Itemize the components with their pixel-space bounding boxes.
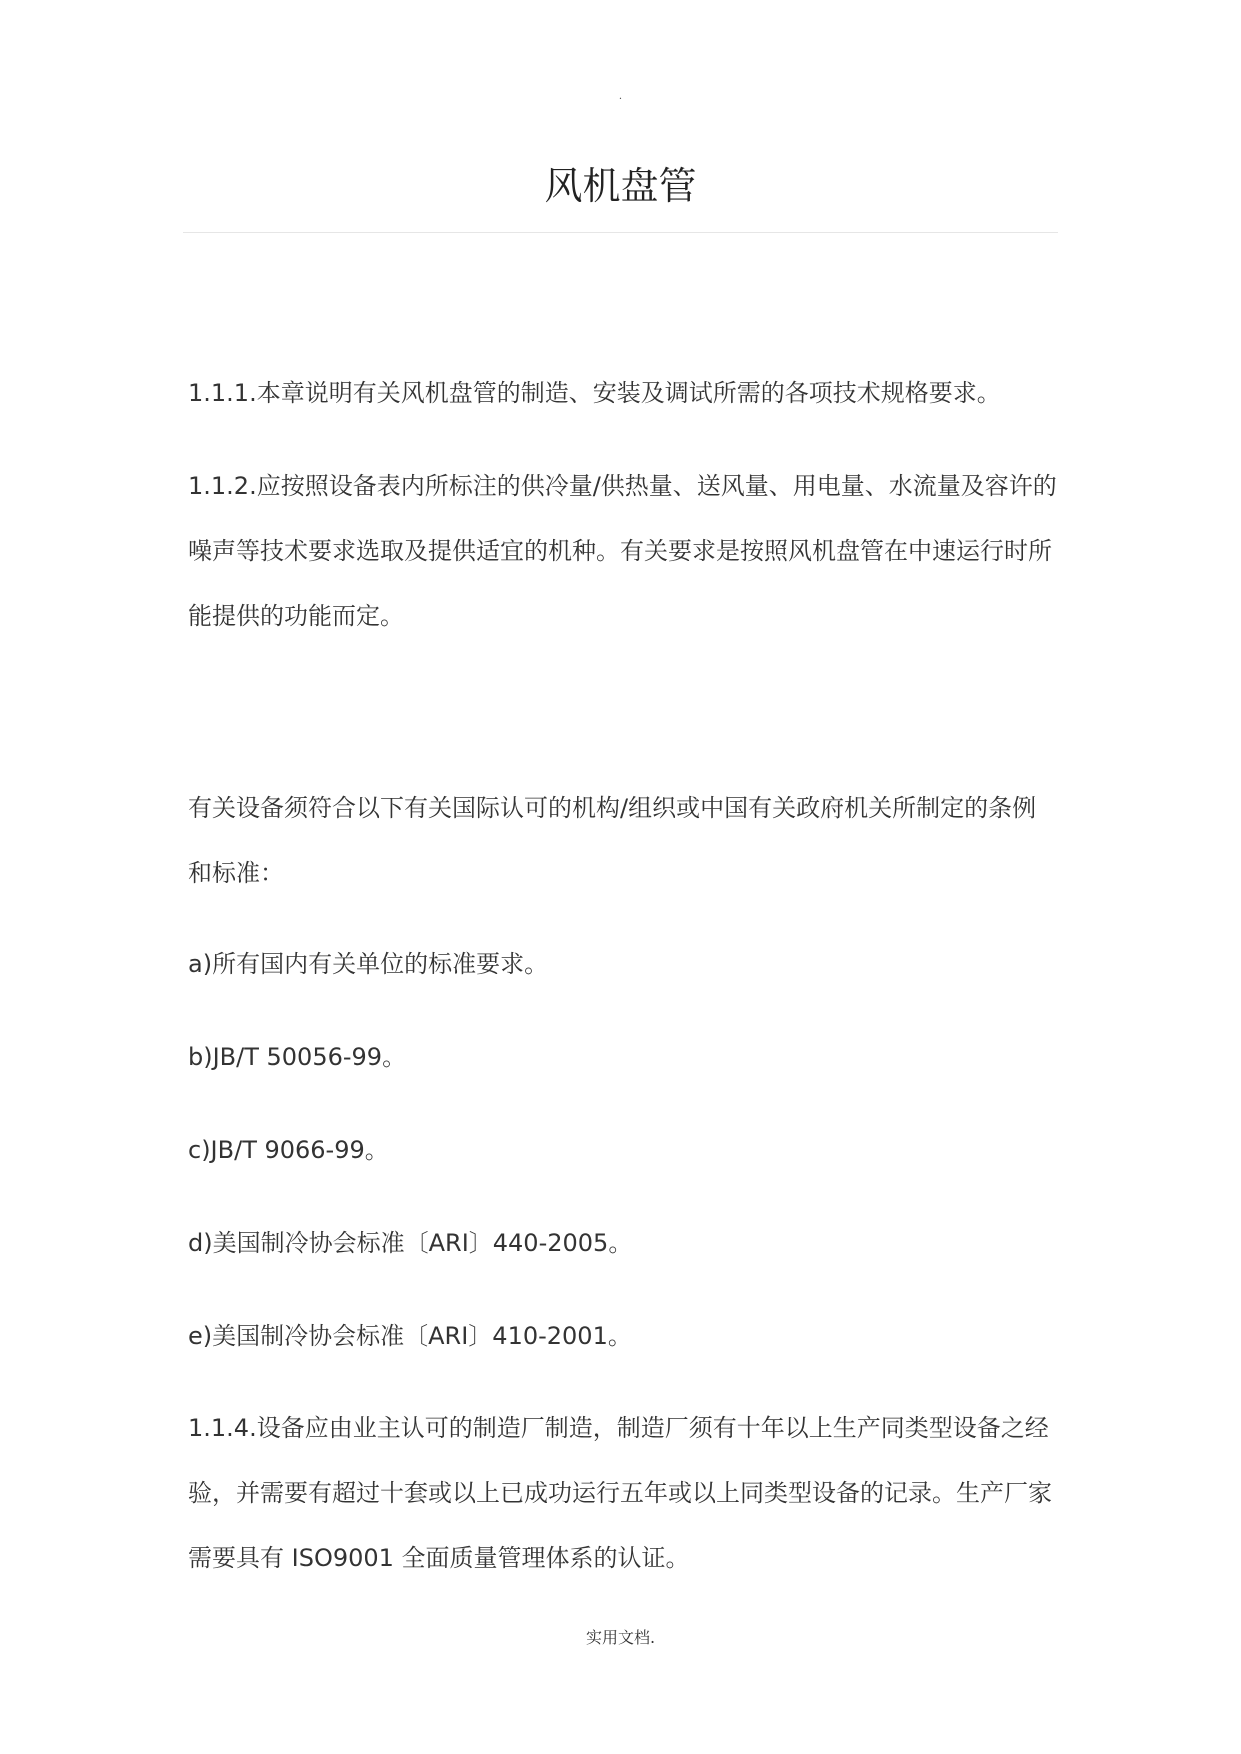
title-divider [183,232,1058,233]
standards-intro-paragraph: 有关设备须符合以下有关国际认可的机构/组织或中国有关政府机关所制定的条例和标准： [188,794,1037,887]
standard-item-d: d)美国制冷协会标准〔ARI〕440-2005。 [188,1229,633,1257]
header-mark: . [618,91,623,102]
standard-item-c: c)JB/T 9066-99。 [188,1136,389,1164]
paragraph-1-1-1: 1.1.1.本章说明有关风机盘管的制造、安装及调试所需的各项技术规格要求。 [188,379,1001,407]
standard-item-b: b)JB/T 50056-99。 [188,1043,407,1071]
standard-item-a: a)所有国内有关单位的标准要求。 [188,950,549,978]
paragraph-1-1-4: 1.1.4.设备应由业主认可的制造厂制造，制造厂须有十年以上生产同类型设备之经验，并需要有超过十套或以上已成功运行五年或以上同类型设备的记录。生产厂家需要具有 ISO9001 全面质量管理体系的认证。 [188,1414,1052,1572]
standard-item-e: e)美国制冷协会标准〔ARI〕410-2001。 [188,1322,632,1350]
page-footer: 实用文档. [585,1628,656,1647]
paragraph-1-1-2: 1.1.2.应按照设备表内所标注的供冷量/供热量、送风量、用电量、水流量及容许的噪声等技术要求选取及提供适宜的机种。有关要求是按照风机盘管在中速运行时所能提供的功能而定。 [188,472,1057,630]
document-title: 风机盘管 [544,164,697,208]
